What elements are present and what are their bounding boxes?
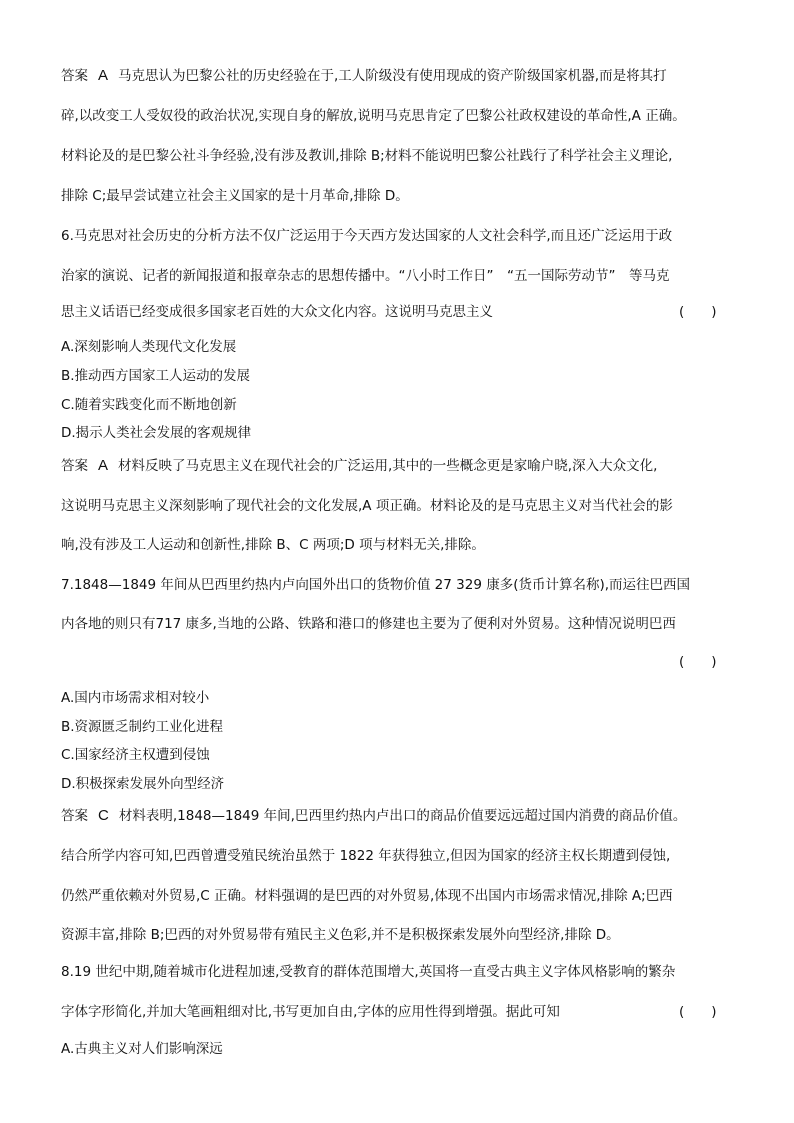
answer-5-line-4: 排除 C;最早尝试建立社会主义国家的是十月革命,排除 D。 bbox=[61, 188, 409, 204]
question-7-option-a: A.国内市场需求相对较小 bbox=[61, 690, 210, 706]
question-8-stem-line-2: 字体字形简化,并加大笔画粗细对比,书写更加自由,字体的应用性得到增强。据此可知 bbox=[61, 1004, 560, 1020]
answer-7-line-3: 仍然严重依赖对外贸易,C 正确。材料强调的是巴西的对外贸易,体现不出国内市场需求情况,排除 A;巴西 bbox=[61, 888, 673, 904]
answer-text: 材料反映了马克思主义在现代社会的广泛运用,其中的一些概念更是家喻户晓,深入大众文化, bbox=[118, 458, 658, 474]
question-6-option-c: C.随着实践变化而不断地创新 bbox=[61, 397, 237, 413]
answer-7-line-4: 资源丰富,排除 B;巴西的对外贸易带有殖民主义色彩,并不是积极探索发展外向型经济,排除 D。 bbox=[61, 927, 620, 943]
answer-key: A bbox=[98, 457, 109, 474]
answer-7-line-1 bbox=[61, 806, 741, 826]
question-7-stem-line-2: 内各地的则只有717 康多,当地的公路、铁路和港口的修建也主要为了便利对外贸易。这种情况说明巴西 bbox=[61, 616, 676, 632]
answer-6-line-3: 响,没有涉及工人运动和创新性,排除 B、C 两项;D 项与材料无关,排除。 bbox=[61, 537, 485, 553]
answer-label: 答案 bbox=[61, 458, 88, 474]
answer-5-line-1 bbox=[61, 66, 741, 86]
answer-7-line-2: 结合所学内容可知,巴西曾遭受殖民统治虽然于 1822 年获得独立,但因为国家的经济主权长期遭到侵蚀, bbox=[61, 848, 671, 864]
question-6-option-b: B.推动西方国家工人运动的发展 bbox=[61, 368, 251, 384]
answer-text: 材料表明,1848—1849 年间,巴西里约热内卢出口的商品价值要远远超过国内消费的商品价值。 bbox=[118, 808, 687, 824]
question-7-stem-line-1: 7.1848—1849 年间从巴西里约热内卢向国外出口的货物价值 27 329 康多(货币计算名称),而运往巴西国 bbox=[61, 577, 691, 593]
answer-text: 马克思认为巴黎公社的历史经验在于,工人阶级没有使用现成的资产阶级国家机器,而是将其打 bbox=[118, 68, 667, 84]
question-8-stem-line-1: 8.19 世纪中期,随着城市化进程加速,受教育的群体范围增大,英国将一直受古典主义字体风格影响的繁杂 bbox=[61, 964, 676, 980]
question-6-answer-paren: ( ) bbox=[679, 304, 717, 320]
question-6-option-a: A.深刻影响人类现代文化发展 bbox=[61, 339, 237, 355]
question-8-option-a: A.古典主义对人们影响深远 bbox=[61, 1041, 223, 1057]
answer-label: 答案 bbox=[61, 808, 88, 824]
answer-6-line-1 bbox=[61, 456, 741, 476]
question-6-stem-line-1: 6.马克思对社会历史的分析方法不仅广泛运用于今天西方发达国家的人文社会科学,而且还广泛运用于政 bbox=[61, 228, 673, 244]
question-6-stem-line-2: 治家的演说、记者的新闻报道和报章杂志的思想传播中。“八小时工作日” “五一国际劳动节” 等马克 bbox=[61, 268, 670, 284]
question-7-option-c: C.国家经济主权遭到侵蚀 bbox=[61, 747, 210, 763]
answer-5-line-2: 碎,以改变工人受奴役的政治状况,实现自身的解放,说明马克思肯定了巴黎公社政权建设的革命性,A 正确。 bbox=[61, 108, 686, 124]
question-8-answer-paren: ( ) bbox=[679, 1004, 717, 1020]
answer-5-line-3: 材料论及的是巴黎公社斗争经验,没有涉及教训,排除 B;材料不能说明巴黎公社践行了科学社会主义理论, bbox=[61, 148, 673, 164]
question-6-stem-line-3: 思主义话语已经变成很多国家老百姓的大众文化内容。这说明马克思主义 bbox=[61, 304, 493, 320]
answer-label: 答案 bbox=[61, 68, 88, 84]
answer-key: A bbox=[98, 67, 109, 84]
question-7-option-b: B.资源匮乏制约工业化进程 bbox=[61, 719, 224, 735]
answer-6-line-2: 这说明马克思主义深刻影响了现代社会的文化发展,A 项正确。材料论及的是马克思主义对当代社会的影 bbox=[61, 498, 673, 514]
answer-key: C bbox=[98, 807, 109, 824]
question-7-answer-paren: ( ) bbox=[679, 654, 717, 670]
question-7-option-d: D.积极探索发展外向型经济 bbox=[61, 776, 225, 792]
question-6-option-d: D.揭示人类社会发展的客观规律 bbox=[61, 425, 252, 441]
